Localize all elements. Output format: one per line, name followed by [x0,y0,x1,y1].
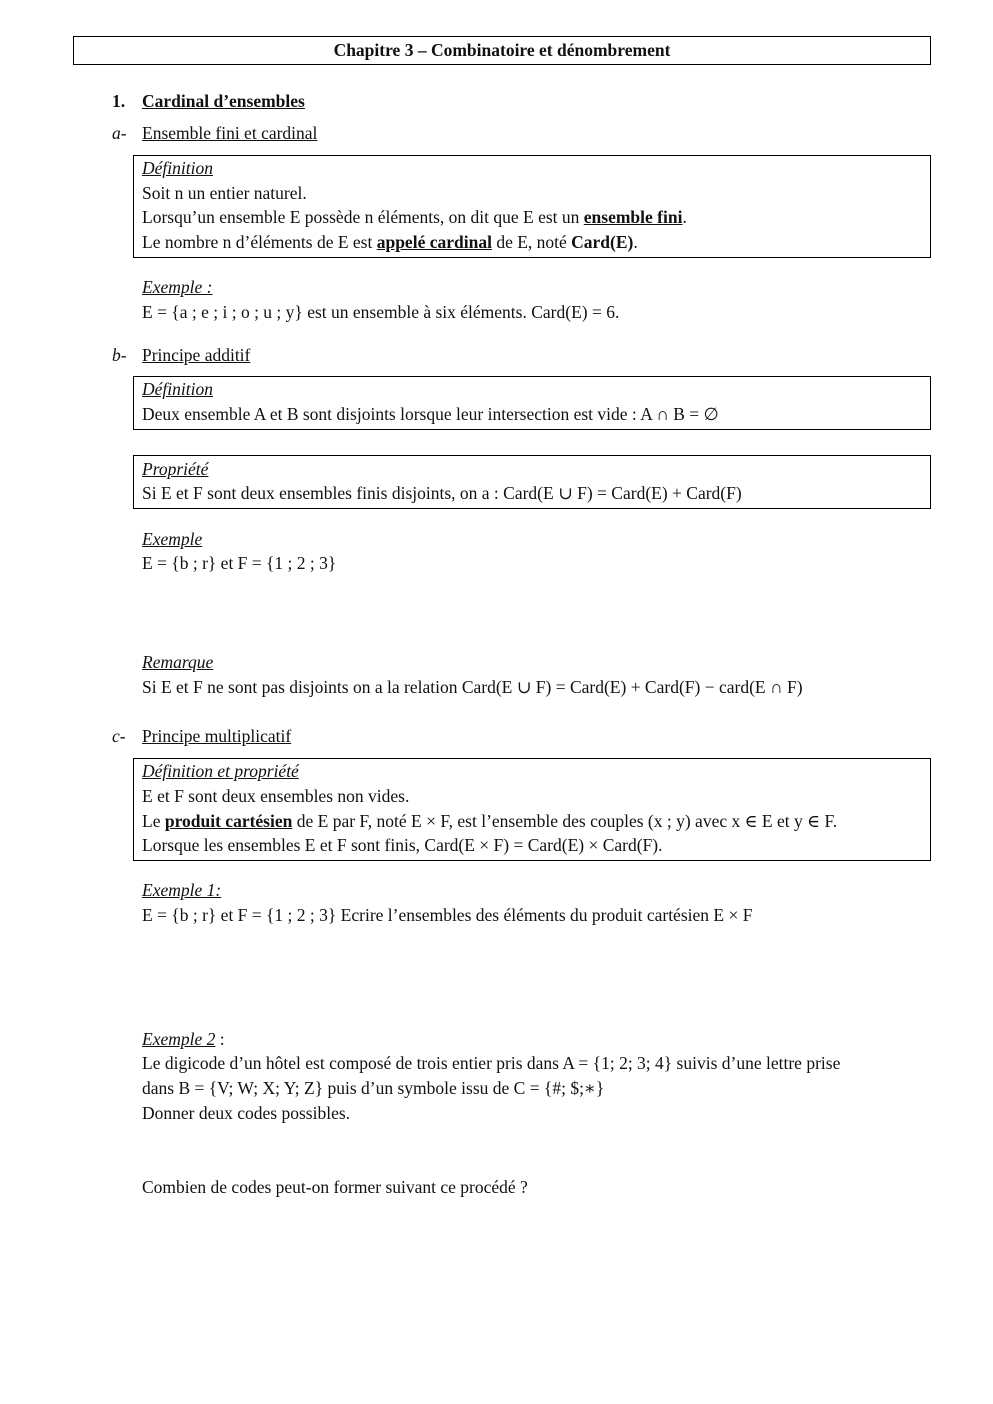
subsection-c-marker: c- [112,726,126,746]
definition-label: Définition [142,379,213,399]
definition-line: Lorsque les ensembles E et F sont finis, Card(E × F) = Card(E) × Card(F). [142,835,663,855]
definition-label: Définition [142,158,213,178]
subsection-c-title: Principe multiplicatif [142,726,292,746]
property-label: Propriété [142,459,209,479]
remark-label: Remarque [142,652,214,672]
section-number: 1. [112,91,126,111]
example-label: Exemple 2 : [142,1029,225,1049]
property-line: Si E et F sont deux ensembles finis disjoints, on a : Card(E ∪ F) = Card(E) + Card(F) [142,483,742,503]
example-label: Exemple [142,529,203,549]
section-title: Cardinal d’ensembles [142,91,305,111]
example-line: Donner deux codes possibles. [142,1103,351,1123]
definition-line: Le produit cartésien de E par F, noté E × F, est l’ensemble des couples (x ; y) avec x ∈ E et y ∈ F. [142,811,838,831]
definition-line: Deux ensemble A et B sont disjoints lorsque leur intersection est vide : A ∩ B = ∅ [142,404,719,424]
chapter-title: Chapitre 3 – Combinatoire et dénombrement [73,36,931,65]
question-line: Combien de codes peut-on former suivant ce procédé ? [142,1177,528,1197]
subsection-a-title: Ensemble fini et cardinal [142,123,318,143]
remark-line: Si E et F ne sont pas disjoints on a la relation Card(E ∪ F) = Card(E) + Card(F) − card(E ∩ F) [142,677,803,697]
subsection-a-marker: a- [112,123,127,143]
produit-cartesien-term: produit cartésien [164,811,293,831]
example-line: dans B = {V; W; X; Y; Z} puis d’un symbole issu de C = {#; $;∗} [142,1078,605,1098]
example-line: E = {b ; r} et F = {1 ; 2 ; 3} Ecrire l’ensembles des éléments du produit cartésien E × F [142,905,753,925]
ensemble-fini-term: ensemble fini [583,207,683,227]
example-line: Le digicode d’un hôtel est composé de trois entier pris dans A = {1; 2; 3; 4} suivis d’une lettre prise [142,1053,841,1073]
definition-label: Définition et propriété [142,761,299,781]
example-line: E = {a ; e ; i ; o ; u ; y} est un ensemble à six éléments. Card(E) = 6. [142,302,620,322]
example-line: E = {b ; r} et F = {1 ; 2 ; 3} [142,553,337,573]
definition-line: Lorsqu’un ensemble E possède n éléments, on dit que E est un ensemble fini. [142,207,687,227]
example-label: Exemple : [142,277,213,297]
definition-line: E et F sont deux ensembles non vides. [142,786,410,806]
appele-cardinal-term: appelé cardinal [376,232,492,252]
definition-line: Soit n un entier naturel. [142,183,307,203]
definition-line: Le nombre n d’éléments de E est appelé cardinal de E, noté Card(E). [142,232,638,252]
subsection-b-title: Principe additif [142,345,251,365]
example-label: Exemple 1: [142,880,222,900]
subsection-b-marker: b- [112,345,127,365]
